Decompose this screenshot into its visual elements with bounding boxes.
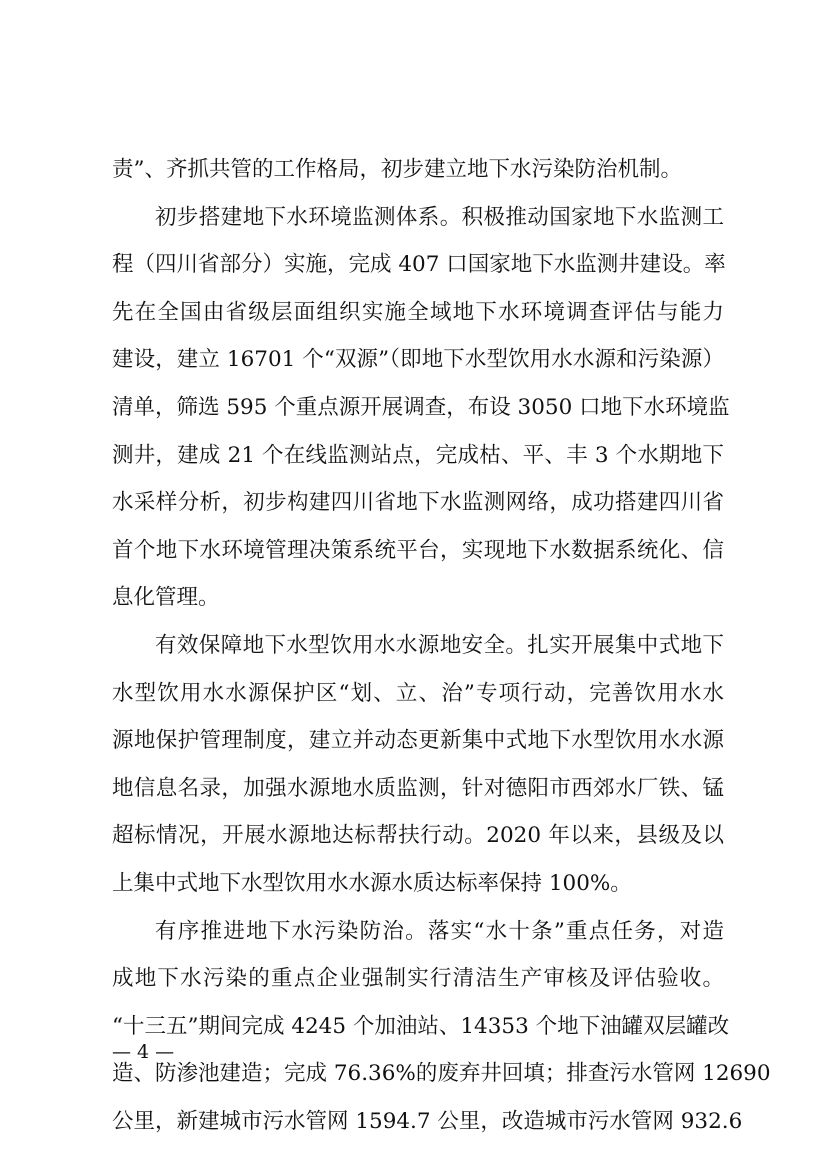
text-line: 测井，建成 21 个在线监测站点，完成枯、平、丰 3 个水期地下	[112, 442, 724, 468]
text-line: 先在全国由省级层面组织实施全域地下水环境调查评估与能力	[112, 299, 724, 325]
text-line: 上集中式地下水型饮用水水源水质达标率保持 100%。	[112, 870, 632, 896]
text-line: 造、防渗池建造；完成 76.36%的废弃井回填；排查污水管网 12690	[112, 1061, 771, 1087]
text-line: 成地下水污染的重点企业强制实行清洁生产审核及评估验收。	[112, 966, 724, 992]
text-line: 首个地下水环境管理决策系统平台，实现地下水数据系统化、信	[112, 537, 724, 563]
text-line: “十三五”期间完成 4245 个加油站、14353 个地下油罐双层罐改	[112, 1013, 730, 1039]
text-line: 超标情况，开展水源地达标帮扶行动。2020 年以来，县级及以	[112, 823, 724, 849]
paragraph-pollution-prevention	[112, 908, 771, 1146]
text-line: 有效保障地下水型饮用水水源地安全。扎实开展集中式地下	[155, 632, 724, 658]
text-line: 水采样分析，初步构建四川省地下水监测网络，成功搭建四川省	[112, 490, 724, 516]
text-line: 源地保护管理制度，建立并动态更新集中式地下水型饮用水水源	[112, 728, 724, 754]
text-line: 公里，新建城市污水管网 1594.7 公里，改造城市污水管网 932.6	[112, 1108, 743, 1134]
text-line: 清单，筛选 595 个重点源开展调查，布设 3050 口地下水环境监	[112, 394, 730, 420]
document-body	[112, 146, 771, 1145]
paragraph-continuation	[112, 146, 724, 194]
paragraph-water-source-safety	[112, 622, 724, 908]
page-number: — 4 —	[112, 1041, 175, 1063]
text-line: 初步搭建地下水环境监测体系。积极推动国家地下水监测工	[155, 204, 724, 230]
text-line: 地信息名录，加强水源地水质监测，针对德阳市西郊水厂铁、锰	[112, 775, 724, 801]
text-line: 程（四川省部分）实施，完成 407 口国家地下水监测井建设。率	[112, 252, 726, 278]
text-line: 息化管理。	[112, 585, 220, 611]
text-line: 建设，建立 16701 个“双源”（即地下水型饮用水水源和污染源）	[112, 347, 724, 373]
paragraph-monitoring-system	[112, 194, 730, 622]
text-line: 水型饮用水水源保护区“划、立、治”专项行动，完善饮用水水	[112, 680, 724, 706]
text-line: 责”、齐抓共管的工作格局，初步建立地下水污染防治机制。	[112, 157, 682, 182]
text-line: 有序推进地下水污染防治。落实“水十条”重点任务，对造	[155, 918, 724, 944]
